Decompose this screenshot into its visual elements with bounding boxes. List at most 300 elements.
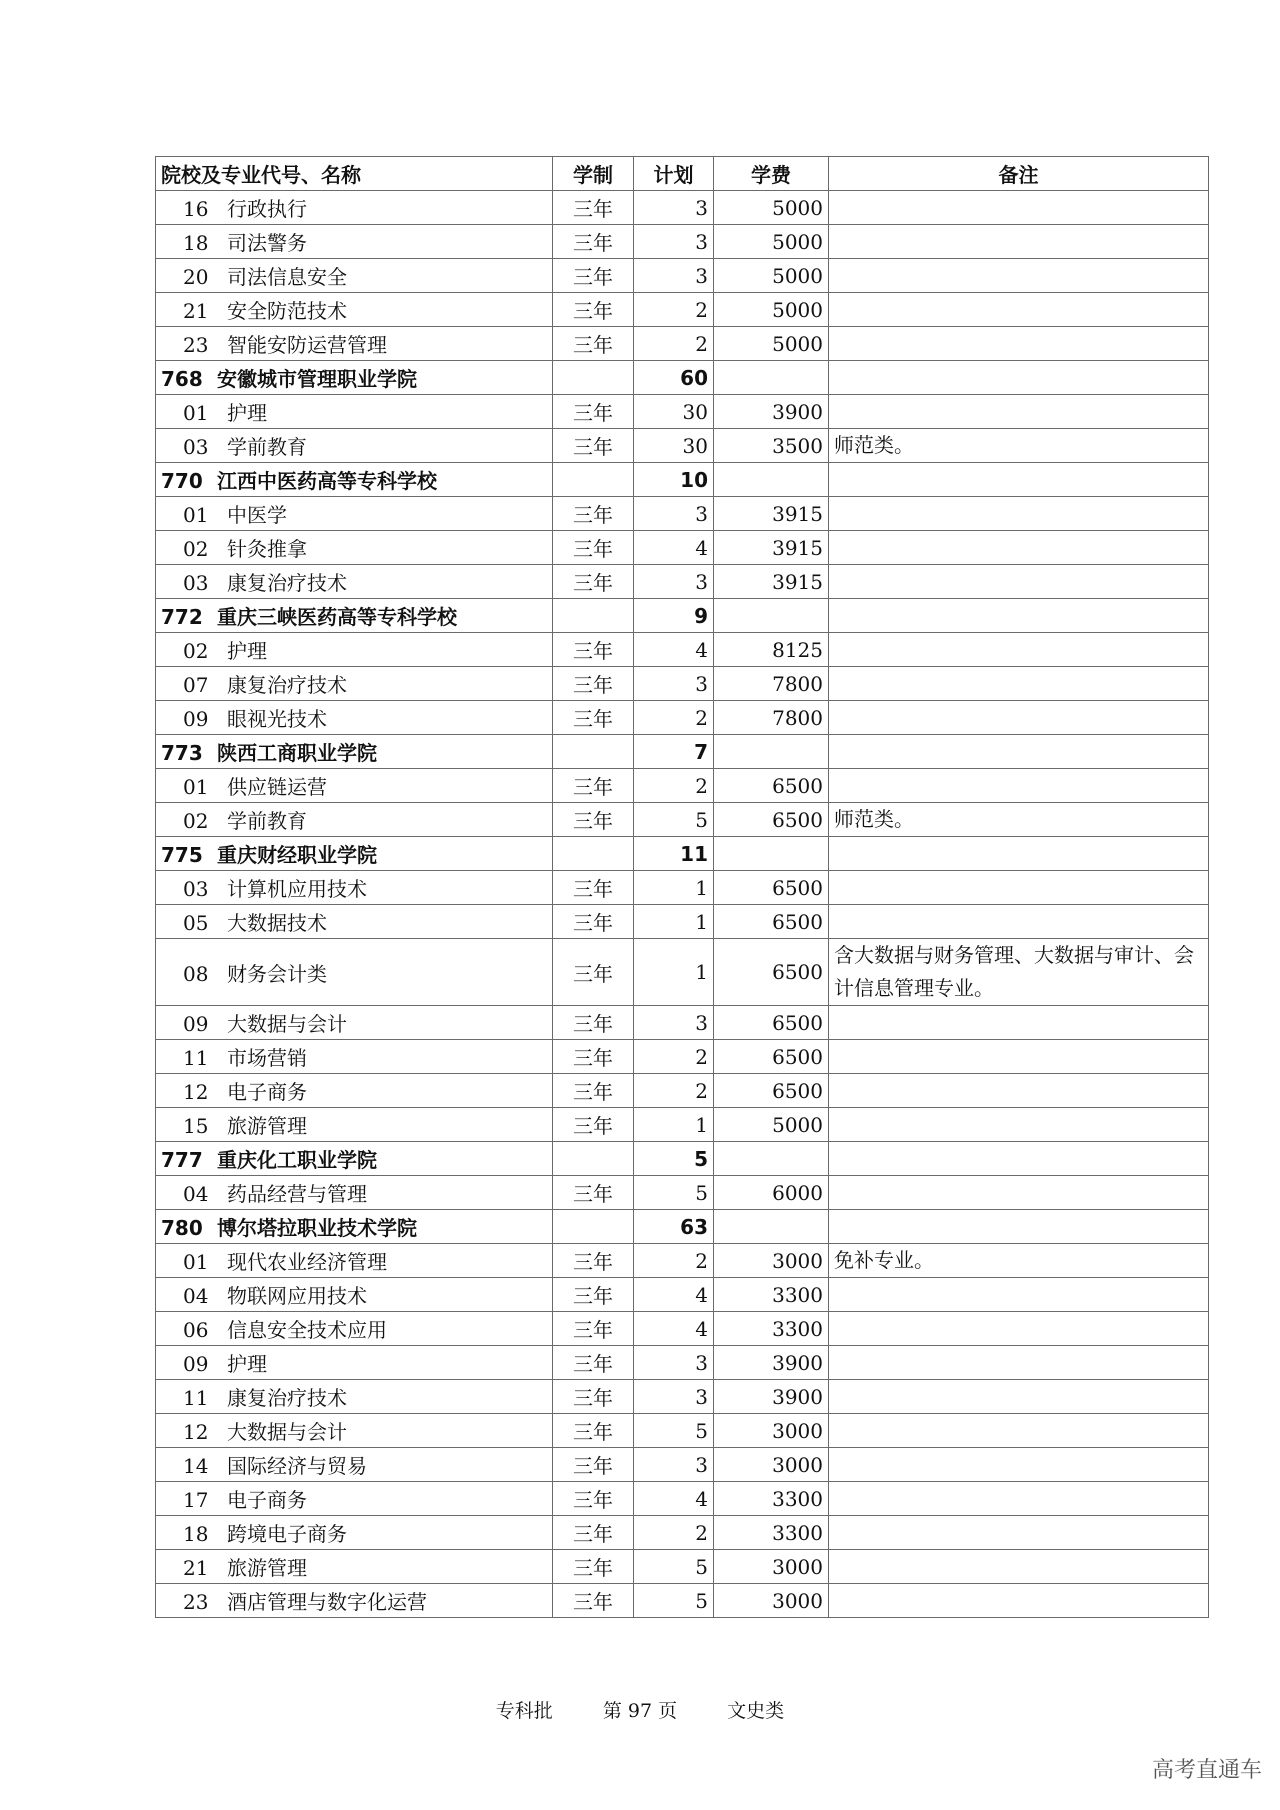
school-code: 775 [161,843,203,867]
major-row [156,939,1209,1006]
plan-cell: 5 [634,1550,714,1584]
major-code: 11 [183,1386,209,1410]
fee-cell: 3500 [714,429,829,463]
note-cell [829,905,1209,939]
major-row [156,1074,1209,1108]
duration-cell: 三年 [553,191,634,225]
school-code: 770 [161,469,203,493]
name-cell [156,395,553,429]
fee-cell: 6500 [714,1006,829,1040]
header-name: 院校及专业代号、名称 [156,157,553,191]
fee-cell: 3300 [714,1278,829,1312]
name-cell [156,1142,553,1176]
duration-cell [553,1142,634,1176]
plan-cell: 1 [634,939,714,1006]
name-cell [156,565,553,599]
duration-cell: 三年 [553,1074,634,1108]
major-code: 23 [183,1590,209,1614]
note-cell [829,497,1209,531]
major-row [156,769,1209,803]
major-code: 15 [183,1114,209,1138]
duration-cell: 三年 [553,293,634,327]
duration-cell [553,1210,634,1244]
plan-cell: 1 [634,1108,714,1142]
school-row [156,361,1209,395]
plan-cell: 5 [634,1142,714,1176]
name-cell [156,1380,553,1414]
name-cell [156,1482,553,1516]
note-cell [829,1040,1209,1074]
footer-category: 文史类 [727,1700,785,1722]
major-code: 09 [183,707,209,731]
major-name: 康复治疗技术 [227,571,347,595]
school-row [156,1210,1209,1244]
header-duration: 学制 [553,157,634,191]
fee-cell: 3915 [714,565,829,599]
major-name: 司法警务 [227,231,307,255]
note-cell [829,735,1209,769]
duration-cell [553,837,634,871]
table-header-row [156,157,1209,191]
plan-cell: 3 [634,1380,714,1414]
school-row [156,463,1209,497]
fee-cell: 5000 [714,327,829,361]
plan-cell: 3 [634,259,714,293]
fee-cell: 3000 [714,1244,829,1278]
note-cell [829,1516,1209,1550]
plan-cell: 3 [634,1448,714,1482]
fee-cell: 6500 [714,769,829,803]
major-row [156,1414,1209,1448]
school-code: 777 [161,1148,203,1172]
duration-cell [553,361,634,395]
major-code: 09 [183,1352,209,1376]
fee-cell: 7800 [714,701,829,735]
name-cell [156,1312,553,1346]
major-code: 03 [183,571,209,595]
name-cell [156,1108,553,1142]
major-row [156,1482,1209,1516]
major-row [156,1346,1209,1380]
fee-cell [714,463,829,497]
plan-cell: 3 [634,497,714,531]
duration-cell: 三年 [553,1482,634,1516]
school-code: 773 [161,741,203,765]
name-cell [156,497,553,531]
major-code: 02 [183,639,209,663]
major-code: 01 [183,401,209,425]
note-cell [829,1550,1209,1584]
fee-cell: 3900 [714,395,829,429]
fee-cell: 5000 [714,1108,829,1142]
plan-cell: 2 [634,1040,714,1074]
school-row [156,735,1209,769]
duration-cell: 三年 [553,905,634,939]
fee-cell: 6500 [714,803,829,837]
fee-cell: 5000 [714,293,829,327]
fee-cell: 3300 [714,1312,829,1346]
major-name: 大数据与会计 [227,1420,347,1444]
fee-cell [714,837,829,871]
major-code: 12 [183,1080,209,1104]
fee-cell [714,735,829,769]
duration-cell: 三年 [553,1550,634,1584]
major-code: 02 [183,537,209,561]
note-cell [829,871,1209,905]
major-name: 康复治疗技术 [227,1386,347,1410]
note-cell: 免补专业。 [829,1244,1209,1278]
fee-cell: 3915 [714,531,829,565]
name-cell [156,599,553,633]
plan-cell: 60 [634,361,714,395]
watermark: 高考直通车 [1151,1758,1262,1783]
school-name: 江西中医药高等专科学校 [217,469,437,493]
major-code: 04 [183,1182,209,1206]
major-row [156,633,1209,667]
note-cell [829,191,1209,225]
name-cell [156,905,553,939]
plan-cell: 3 [634,667,714,701]
plan-cell: 2 [634,701,714,735]
note-cell [829,1142,1209,1176]
duration-cell: 三年 [553,803,634,837]
note-cell [829,361,1209,395]
fee-cell [714,361,829,395]
note-cell [829,1346,1209,1380]
plan-cell: 1 [634,905,714,939]
name-cell [156,1040,553,1074]
major-code: 20 [183,265,209,289]
duration-cell: 三年 [553,531,634,565]
fee-cell: 6000 [714,1176,829,1210]
name-cell [156,191,553,225]
major-name: 供应链运营 [227,775,327,799]
plan-cell: 30 [634,429,714,463]
major-code: 01 [183,503,209,527]
plan-cell: 2 [634,1074,714,1108]
plan-cell: 7 [634,735,714,769]
fee-cell [714,599,829,633]
school-row [156,837,1209,871]
major-name: 大数据技术 [227,911,327,935]
name-cell [156,1414,553,1448]
duration-cell: 三年 [553,633,634,667]
major-row [156,395,1209,429]
plan-cell: 2 [634,769,714,803]
major-code: 18 [183,1522,209,1546]
name-cell [156,701,553,735]
fee-cell: 3000 [714,1550,829,1584]
note-cell [829,1210,1209,1244]
duration-cell: 三年 [553,667,634,701]
plan-cell: 5 [634,803,714,837]
note-cell [829,1176,1209,1210]
major-name: 旅游管理 [227,1114,307,1138]
major-row [156,497,1209,531]
major-row [156,871,1209,905]
major-name: 旅游管理 [227,1556,307,1580]
major-code: 16 [183,197,209,221]
major-row [156,803,1209,837]
name-cell [156,293,553,327]
name-cell [156,1244,553,1278]
name-cell [156,1550,553,1584]
note-cell [829,463,1209,497]
duration-cell: 三年 [553,225,634,259]
major-row [156,667,1209,701]
plan-cell: 1 [634,871,714,905]
major-name: 学前教育 [227,809,307,833]
name-cell [156,1346,553,1380]
major-name: 康复治疗技术 [227,673,347,697]
note-cell [829,1380,1209,1414]
plan-cell: 3 [634,225,714,259]
plan-cell: 4 [634,531,714,565]
major-row [156,1108,1209,1142]
name-cell [156,735,553,769]
fee-cell: 3300 [714,1516,829,1550]
fee-cell: 3300 [714,1482,829,1516]
name-cell [156,1074,553,1108]
major-code: 02 [183,809,209,833]
duration-cell: 三年 [553,259,634,293]
major-row [156,1176,1209,1210]
plan-cell: 5 [634,1176,714,1210]
fee-cell: 5000 [714,225,829,259]
plan-cell: 63 [634,1210,714,1244]
duration-cell [553,463,634,497]
note-cell [829,1448,1209,1482]
note-cell [829,225,1209,259]
major-name: 跨境电子商务 [227,1522,347,1546]
duration-cell: 三年 [553,1176,634,1210]
major-name: 财务会计类 [227,961,327,986]
fee-cell: 7800 [714,667,829,701]
name-cell [156,1210,553,1244]
major-row [156,1312,1209,1346]
note-cell [829,1278,1209,1312]
fee-cell: 3900 [714,1346,829,1380]
duration-cell: 三年 [553,1584,634,1618]
fee-cell: 3900 [714,1380,829,1414]
header-plan: 计划 [634,157,714,191]
major-name: 药品经营与管理 [227,1182,367,1206]
major-code: 08 [183,961,209,986]
note-cell [829,1482,1209,1516]
footer-batch: 专科批 [495,1700,553,1722]
duration-cell [553,599,634,633]
major-row [156,1516,1209,1550]
note-cell: 师范类。 [829,429,1209,463]
major-row [156,259,1209,293]
name-cell [156,429,553,463]
major-name: 酒店管理与数字化运营 [227,1590,427,1614]
duration-cell: 三年 [553,1448,634,1482]
plan-cell: 2 [634,327,714,361]
note-cell [829,667,1209,701]
duration-cell: 三年 [553,395,634,429]
major-row [156,327,1209,361]
name-cell [156,667,553,701]
major-code: 11 [183,1046,209,1070]
major-code: 07 [183,673,209,697]
note-cell: 师范类。 [829,803,1209,837]
fee-cell: 8125 [714,633,829,667]
duration-cell: 三年 [553,1040,634,1074]
name-cell [156,225,553,259]
note-cell [829,1108,1209,1142]
duration-cell: 三年 [553,1346,634,1380]
name-cell [156,871,553,905]
fee-cell [714,1142,829,1176]
note-cell [829,531,1209,565]
major-code: 01 [183,775,209,799]
note-cell [829,1006,1209,1040]
major-code: 17 [183,1488,209,1512]
duration-cell: 三年 [553,1414,634,1448]
major-name: 学前教育 [227,435,307,459]
major-name: 物联网应用技术 [227,1284,367,1308]
fee-cell: 6500 [714,939,829,1006]
name-cell [156,1176,553,1210]
major-name: 行政执行 [227,197,307,221]
plan-cell: 5 [634,1584,714,1618]
plan-cell: 2 [634,1516,714,1550]
major-name: 针灸推拿 [227,537,307,561]
major-name: 现代农业经济管理 [227,1250,387,1274]
major-row [156,531,1209,565]
footer-page-number: 第 97 页 [602,1700,678,1722]
duration-cell: 三年 [553,1006,634,1040]
major-name: 国际经济与贸易 [227,1454,367,1478]
school-name: 重庆化工职业学院 [217,1148,377,1172]
name-cell [156,1006,553,1040]
school-name: 重庆财经职业学院 [217,843,377,867]
plan-cell: 4 [634,1482,714,1516]
major-code: 04 [183,1284,209,1308]
name-cell [156,463,553,497]
plan-cell: 3 [634,565,714,599]
fee-cell: 3000 [714,1414,829,1448]
major-code: 21 [183,299,209,323]
note-cell [829,395,1209,429]
plan-cell: 3 [634,1346,714,1380]
fee-cell [714,1210,829,1244]
plan-cell: 3 [634,1006,714,1040]
name-cell [156,633,553,667]
major-row [156,1244,1209,1278]
major-row [156,429,1209,463]
plan-cell: 4 [634,633,714,667]
note-cell [829,565,1209,599]
major-name: 中医学 [227,503,287,527]
major-code: 14 [183,1454,209,1478]
major-name: 计算机应用技术 [227,877,367,901]
enrollment-plan-table [155,156,1209,1618]
duration-cell: 三年 [553,497,634,531]
duration-cell: 三年 [553,769,634,803]
note-cell: 含大数据与财务管理、大数据与审计、会计信息管理专业。 [829,939,1209,1006]
major-row [156,191,1209,225]
school-code: 780 [161,1216,203,1240]
plan-cell: 10 [634,463,714,497]
school-code: 772 [161,605,203,629]
major-code: 06 [183,1318,209,1342]
major-name: 护理 [227,1352,267,1376]
duration-cell: 三年 [553,429,634,463]
plan-cell: 3 [634,191,714,225]
major-name: 司法信息安全 [227,265,347,289]
name-cell [156,327,553,361]
school-name: 陕西工商职业学院 [217,741,377,765]
major-name: 电子商务 [227,1488,307,1512]
school-name: 博尔塔拉职业技术学院 [217,1216,417,1240]
major-row [156,565,1209,599]
school-row [156,1142,1209,1176]
fee-cell: 5000 [714,259,829,293]
note-cell [829,1414,1209,1448]
major-code: 12 [183,1420,209,1444]
plan-cell: 4 [634,1312,714,1346]
note-cell [829,1312,1209,1346]
major-code: 09 [183,1012,209,1036]
fee-cell: 3000 [714,1448,829,1482]
name-cell [156,1448,553,1482]
school-row [156,599,1209,633]
name-cell [156,1584,553,1618]
major-name: 护理 [227,401,267,425]
major-row [156,1584,1209,1618]
duration-cell: 三年 [553,1278,634,1312]
major-row [156,1006,1209,1040]
major-row [156,225,1209,259]
fee-cell: 6500 [714,871,829,905]
duration-cell: 三年 [553,565,634,599]
header-note: 备注 [829,157,1209,191]
note-cell [829,1074,1209,1108]
duration-cell: 三年 [553,327,634,361]
fee-cell: 6500 [714,1074,829,1108]
major-name: 市场营销 [227,1046,307,1070]
duration-cell: 三年 [553,939,634,1006]
major-name: 护理 [227,639,267,663]
note-cell [829,837,1209,871]
fee-cell: 6500 [714,1040,829,1074]
plan-cell: 5 [634,1414,714,1448]
duration-cell: 三年 [553,1108,634,1142]
major-name: 智能安防运营管理 [227,333,387,357]
duration-cell: 三年 [553,701,634,735]
duration-cell: 三年 [553,1380,634,1414]
major-code: 03 [183,877,209,901]
name-cell [156,837,553,871]
note-cell [829,293,1209,327]
note-cell [829,327,1209,361]
major-row [156,1040,1209,1074]
major-row [156,1380,1209,1414]
name-cell [156,531,553,565]
fee-cell: 3915 [714,497,829,531]
duration-cell [553,735,634,769]
major-code: 21 [183,1556,209,1580]
major-name: 安全防范技术 [227,299,347,323]
plan-cell: 2 [634,1244,714,1278]
duration-cell: 三年 [553,1312,634,1346]
note-cell [829,599,1209,633]
note-cell [829,769,1209,803]
name-cell [156,803,553,837]
duration-cell: 三年 [553,1244,634,1278]
